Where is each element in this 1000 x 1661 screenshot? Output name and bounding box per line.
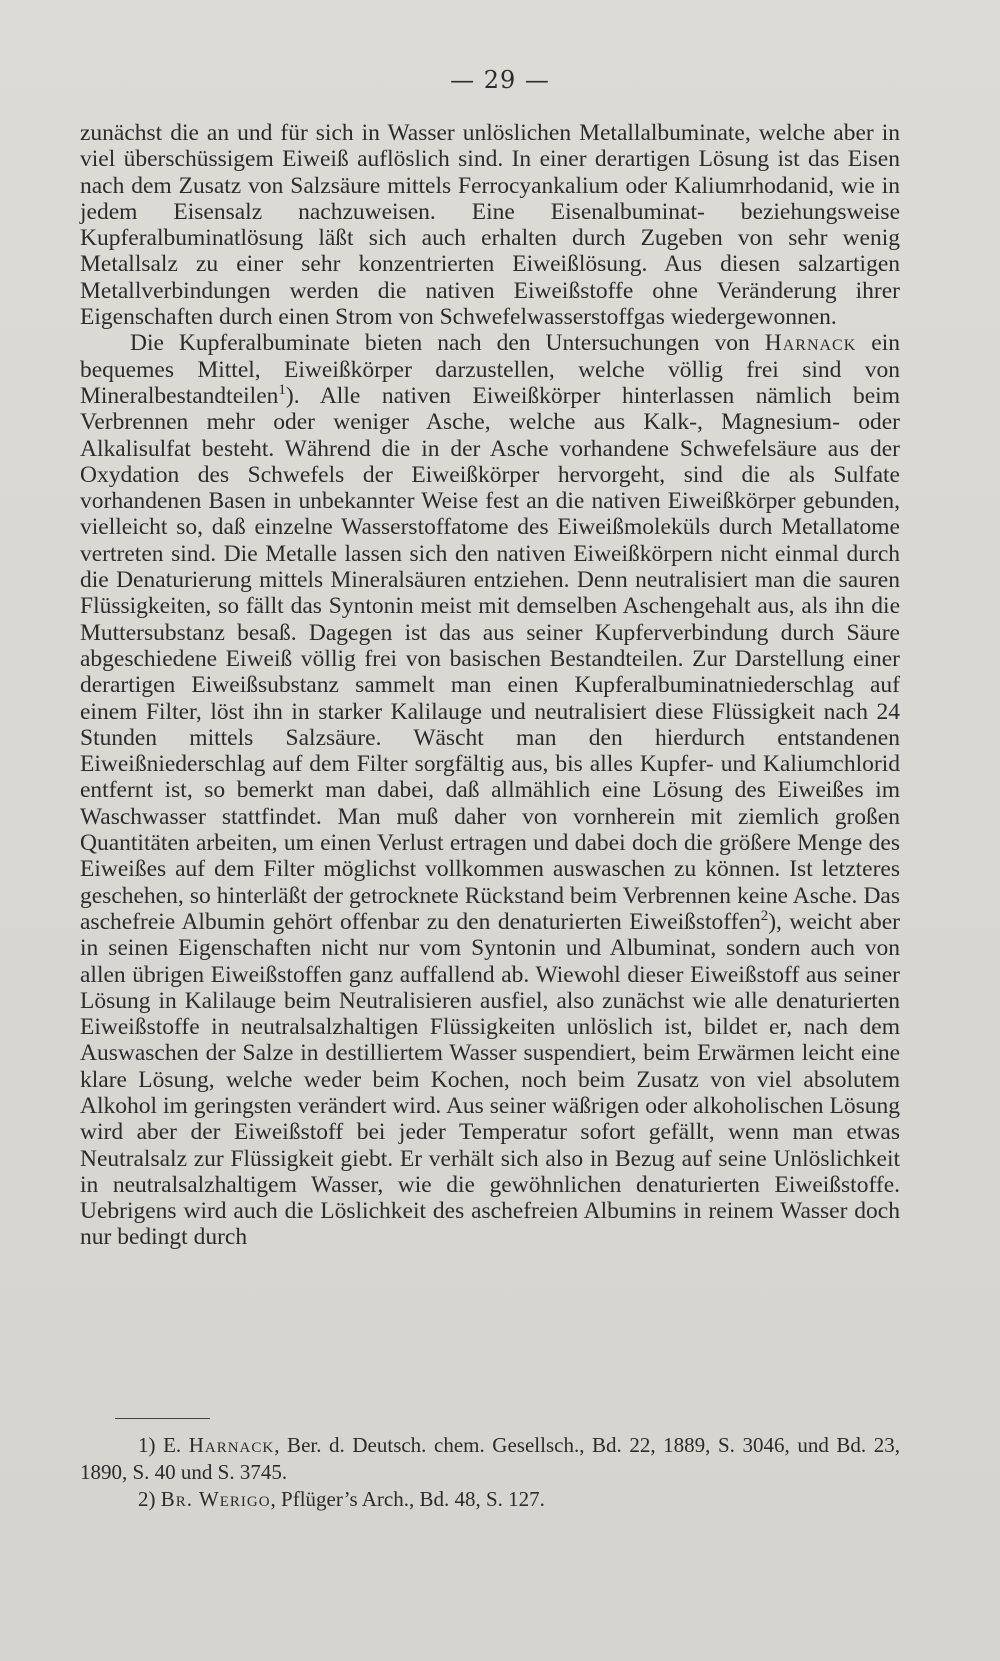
- paragraph-2: [80, 330, 900, 1250]
- footnote-divider: [115, 1418, 210, 1419]
- page-number: — 29 —: [450, 66, 550, 94]
- footnote-ref-1[interactable]: 1: [278, 382, 286, 399]
- body-text: [80, 120, 900, 1251]
- paragraph-1-text: zunächst die an und für sich in Wasser unlöslichen Metallalbuminate, welche aber in viel überschüssigem Eiweiß auflöslich sind. In einer derartigen Lösung ist das Eisen nach dem Zusatz von Salzsäure mittels Ferrocyankalium oder Kaliumrhodanid, wie in jedem Eisensalz nachzuweisen. Eine Eisenalbuminat- beziehungsweise Kupferalbuminatlösung läßt sich auch erhalten durch Zugeben von sehr wenig Metallsalz zu einer sehr konzentrierten Eiweißlösung. Aus diesen salzartigen Metallverbindungen werden die nativen Eiweißstoffe ohne Veränderung ihrer Eigenschaften durch einen Strom von Schwefelwasserstoffgas wiedergewonnen.: [80, 120, 900, 331]
- paragraph-2-text-b: ein bequemes Mittel, Eiweißkörper darzustellen, welche völlig frei sind von Mineralbestandteilen: [80, 330, 900, 409]
- footnote-1-marker: 1) E.: [138, 1433, 189, 1457]
- paragraph-1: [80, 120, 900, 330]
- footnote-1: [80, 1432, 900, 1486]
- footnote-2-author: Br. Werigo: [160, 1487, 271, 1511]
- footnote-1-author: Harnack: [188, 1433, 275, 1457]
- footnote-1-text: , Ber. d. Deutsch. chem. Gesellsch., Bd. 22, 1889, S. 3046, und Bd. 23, 1890, S. 40 und S. 3745.: [80, 1433, 900, 1484]
- footnote-2-text: , Pflüger’s Arch., Bd. 48, S. 127.: [270, 1487, 545, 1511]
- footnote-2: [80, 1486, 900, 1513]
- footnotes: [80, 1432, 900, 1513]
- paragraph-2-text-a: Die Kupferalbuminate bieten nach den Untersuchungen von: [130, 330, 765, 357]
- footnote-ref-2[interactable]: 2: [760, 908, 769, 925]
- paragraph-2-text-d: ), weicht aber in seinen Eigenschaften nicht nur vom Syntonin und Albuminat, sondern auch von allen übrigen Eiweißstoffen ganz auffallend ab. Wiewohl dieser Eiweißstoff aus seiner Lösung in Kalilauge beim Neutralisieren ausfiel, also zunächst wie alle denaturierten Eiweißstoffe in neutralsalzhaltigen Flüssigkeiten unlöslich ist, bildet er, nach dem Auswaschen der Salze in destilliertem Wasser suspendiert, beim Erwärmen leicht eine klare Lösung, welche weder beim Kochen, noch beim Zusatz von viel absolutem Alkohol im geringsten verändert wird. Aus seiner wäßrigen oder alkoholischen Lösung wird aber der Eiweißstoff bei jeder Temperatur sofort gefällt, wenn man etwas Neutralsalz zur Flüssigkeit giebt. Er verhält sich also in Bezug auf seine Unlöslichkeit in neutralsalzhaltigem Wasser, wie die gewöhnlichen denaturierten Eiweißstoffe. Uebrigens wird auch die Löslichkeit des aschefreien Albumins in reinem Wasser doch nur bedingt durch: [80, 908, 900, 1251]
- paragraph-2-text-c: ). Alle nativen Eiweißkörper hinterlassen nämlich beim Verbrennen mehr oder weniger Asche, welche aus Kalk-, Magnesium- oder Alkalisulfat besteht. Während die in der Asche vorhandene Schwefelsäure aus der Oxydation des Schwefels der Eiweißkörper hervorgeht, sind die als Sulfate vorhandenen Basen in unbekannter Weise fest an die nativen Eiweißkörper gebunden, vielleicht so, daß einzelne Wasserstoffatome des Eiweißmoleküls durch Metallatome vertreten sind. Die Metalle lassen sich den nativen Eiweißkörpern nicht einmal durch die Denaturierung mittels Mineralsäuren entziehen. Denn neutralisiert man die sauren Flüssigkeiten, so fällt das Syntonin meist mit demselben Aschengehalt aus, als ihn die Muttersubstanz besaß. Dagegen ist das aus seiner Kupferverbindung durch Säure abgeschiedene Eiweiß völlig frei von basischen Bestandteilen. Zur Darstellung einer derartigen Eiweißsubstanz sammelt man einen Kupferalbuminatniederschlag auf einem Filter, löst ihn in starker Kalilauge und neutralisiert diese Flüssigkeit nach 24 Stunden mittels Salzsäure. Wäscht man den hierdurch entstandenen Eiweißniederschlag auf dem Filter sorgfältig aus, bis alles Kupfer- und Kaliumchlorid entfernt ist, so bemerkt man dabei, daß allmählich eine Lösung des Eiweißes im Waschwasser stattfindet. Man muß daher von vornherein mit ziemlich großen Quantitäten arbeiten, um einen Verlust ertragen und dabei doch die größere Menge des Eiweißes auf dem Filter möglichst vollkommen auswaschen zu können. Ist letzteres geschehen, so hinterläßt der getrocknete Rückstand beim Verbrennen keine Asche. Das aschefreie Albumin gehört offenbar zu den denaturierten Eiweißstoffen: [80, 382, 900, 935]
- author-harnack: Harnack: [764, 330, 857, 357]
- footnote-2-marker: 2): [138, 1487, 161, 1511]
